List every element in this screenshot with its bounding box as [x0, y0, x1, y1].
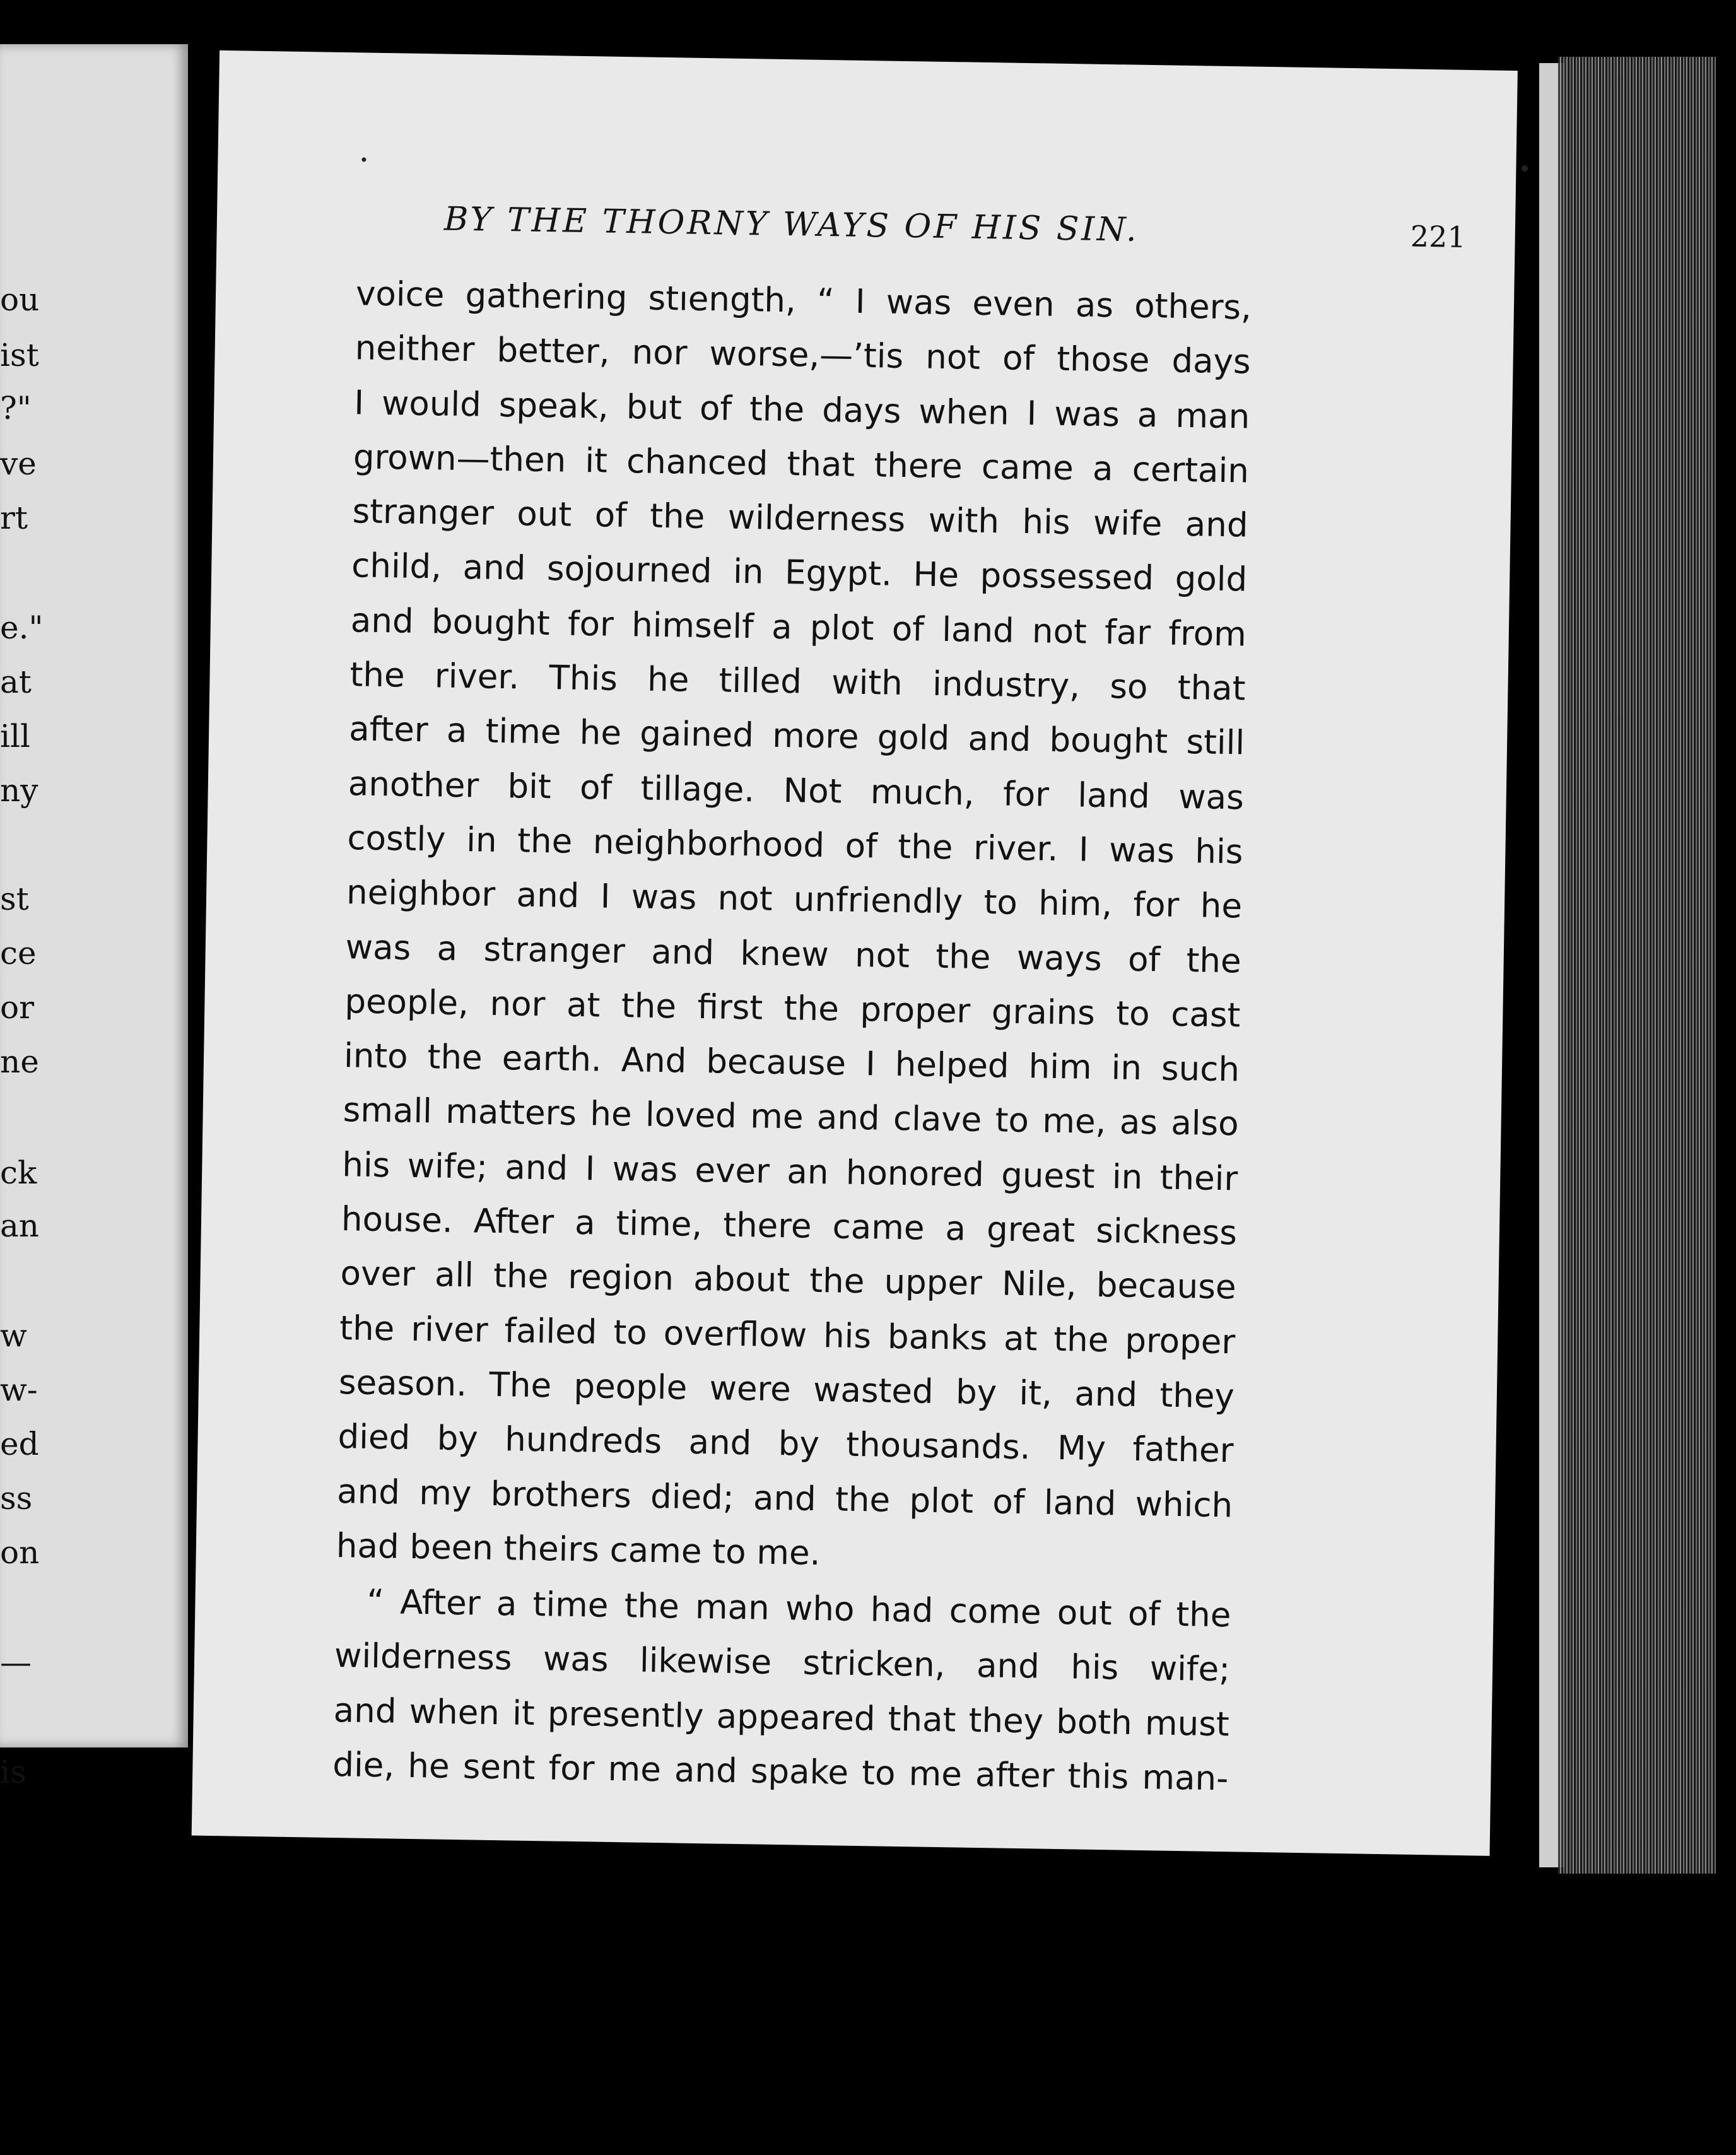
speck: [361, 157, 366, 161]
left-page-fragment: e.": [0, 609, 44, 646]
page-number: 221: [1410, 219, 1467, 254]
left-page-fragment: w-: [0, 1371, 38, 1408]
text-line: costly in the neighborhood of the river. I was his: [347, 819, 1243, 872]
text-line: his wife; and I was ever an honored guest in their: [341, 1145, 1238, 1199]
running-title: BY THE THORNY WAYS OF HIS SIN.: [443, 200, 1140, 249]
text-line: die, he sent for me and spake to me after this man-: [332, 1746, 1229, 1799]
text-line: people, nor at the first the proper grains to cast: [344, 982, 1241, 1035]
book-page: [192, 50, 1518, 1856]
left-page-fragment: rt: [0, 500, 28, 536]
text-line: into the earth. And because I helped him in such: [343, 1036, 1240, 1089]
text-line: wilderness was likewise stricken, and his wife;: [334, 1636, 1231, 1689]
text-line: had been theirs came to me.: [336, 1526, 821, 1573]
text-line: small matters he loved me and clave to me, as also: [343, 1091, 1240, 1144]
left-page-fragment: an: [0, 1207, 40, 1244]
left-page-fragment: ne: [0, 1043, 39, 1080]
left-page-fragment: w: [0, 1317, 27, 1354]
text-line: neither better, nor worse,—’tis not of those days: [355, 329, 1252, 382]
left-page-fragment: ?": [0, 390, 32, 426]
text-line: voice gathering stıength, “ I was even as others,: [355, 274, 1252, 327]
left-page-fragment: or: [0, 989, 35, 1026]
left-page-fragment: at: [0, 664, 32, 700]
text-line: grown—then it chanced that there came a certain: [353, 438, 1250, 491]
text-line: the river failed to overflow his banks at the proper: [339, 1308, 1236, 1362]
text-line: was a stranger and knew not the ways of the: [345, 927, 1242, 981]
text-line: I would speak, but of the days when I was a man: [353, 383, 1250, 437]
body-text: [332, 267, 1252, 1806]
book-fore-edge: [1558, 57, 1716, 1874]
text-line: house. After a time, there came a great sickness: [341, 1200, 1238, 1253]
text-line: neighbor and I was not unfriendly to him, for he: [346, 873, 1243, 926]
text-line: another bit of tillage. Not much, for land was: [348, 764, 1245, 818]
text-line: child, and sojourned in Egypt. He possessed gold: [351, 546, 1248, 600]
left-page-fragment: ill: [0, 718, 30, 755]
text-line: and when it presently appeared that they both must: [333, 1691, 1230, 1744]
text-line: and bought for himself a plot of land not far from: [350, 601, 1247, 654]
running-head: [443, 200, 1466, 260]
left-page-fragment: ny: [0, 772, 38, 809]
left-page-fragment: ck: [0, 1154, 37, 1191]
text-line: season. The people were wasted by it, and they: [338, 1363, 1235, 1416]
text-line: died by hundreds and by thousands. My father: [337, 1418, 1234, 1471]
left-page-fragment: ce: [0, 935, 37, 972]
left-page-fragment: ou: [0, 281, 40, 318]
text-line: the river. This he tilled with industry, so that: [349, 655, 1246, 708]
left-page-fragment: on: [0, 1534, 40, 1571]
left-page-fragment: st: [0, 881, 29, 917]
left-page-fragment: ist: [0, 337, 39, 373]
speck: [1522, 165, 1528, 172]
text-line: stranger out of the wilderness with his wife and: [352, 492, 1248, 545]
text-line: after a time he gained more gold and bought still: [348, 710, 1245, 763]
left-page-fragment: ve: [0, 445, 37, 482]
text-line: over all the region about the upper Nile, because: [340, 1254, 1236, 1307]
left-facing-page: [0, 44, 188, 1790]
left-page-fragment: —: [0, 1644, 32, 1681]
left-page-fragment: ss: [0, 1480, 33, 1517]
left-page-fragment: ed: [0, 1426, 39, 1462]
left-page-fragment: is: [0, 1754, 26, 1790]
text-line: “ After a time the man who had come out of the: [367, 1582, 1231, 1635]
text-line: and my brothers died; and the plot of land which: [336, 1472, 1233, 1525]
